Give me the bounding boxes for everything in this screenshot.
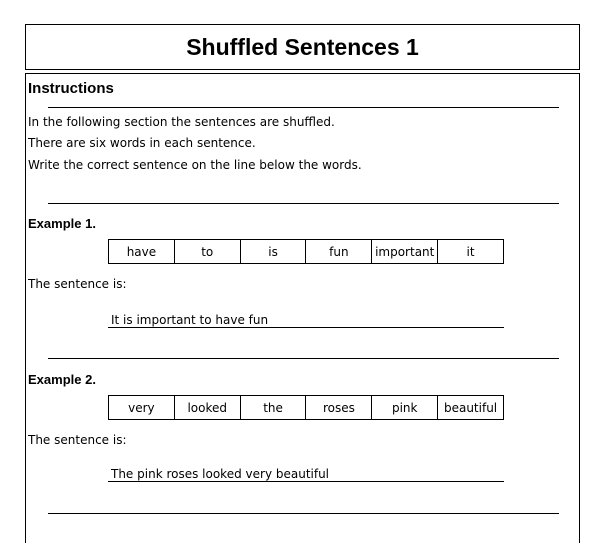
word-cell: looked: [175, 396, 241, 419]
instruction-line: There are six words in each sentence.: [28, 136, 256, 150]
example-label: Example 1.: [28, 216, 96, 231]
word-cell: pink: [372, 396, 438, 419]
word-cell: very: [109, 396, 175, 419]
word-cell: the: [241, 396, 307, 419]
instructions-heading: Instructions: [28, 80, 114, 97]
instruction-line: In the following section the sentences are shuffled.: [28, 115, 335, 129]
title-box: [25, 24, 580, 70]
divider: [48, 513, 559, 514]
word-cell: roses: [306, 396, 372, 419]
instruction-line: Write the correct sentence on the line below the words.: [28, 158, 362, 172]
word-cell: fun: [306, 240, 372, 263]
word-cell: it: [466, 244, 475, 259]
divider: [48, 107, 559, 108]
sentence-label: The sentence is:: [28, 433, 127, 447]
divider: [48, 358, 559, 359]
answer-line[interactable]: The pink roses looked very beautiful: [108, 467, 504, 482]
answer-line[interactable]: It is important to have fun: [108, 313, 504, 328]
page-title: Shuffled Sentences 1: [186, 33, 419, 60]
word-cell: beautiful: [443, 400, 498, 415]
word-cell: important: [372, 240, 438, 263]
word-cell: have: [109, 240, 175, 263]
word-row: [108, 239, 504, 264]
word-cell: is: [241, 240, 307, 263]
word-row: [108, 395, 504, 420]
word-cell: to: [175, 240, 241, 263]
sentence-label: The sentence is:: [28, 277, 127, 291]
divider: [48, 203, 559, 204]
example-label: Example 2.: [28, 372, 96, 387]
